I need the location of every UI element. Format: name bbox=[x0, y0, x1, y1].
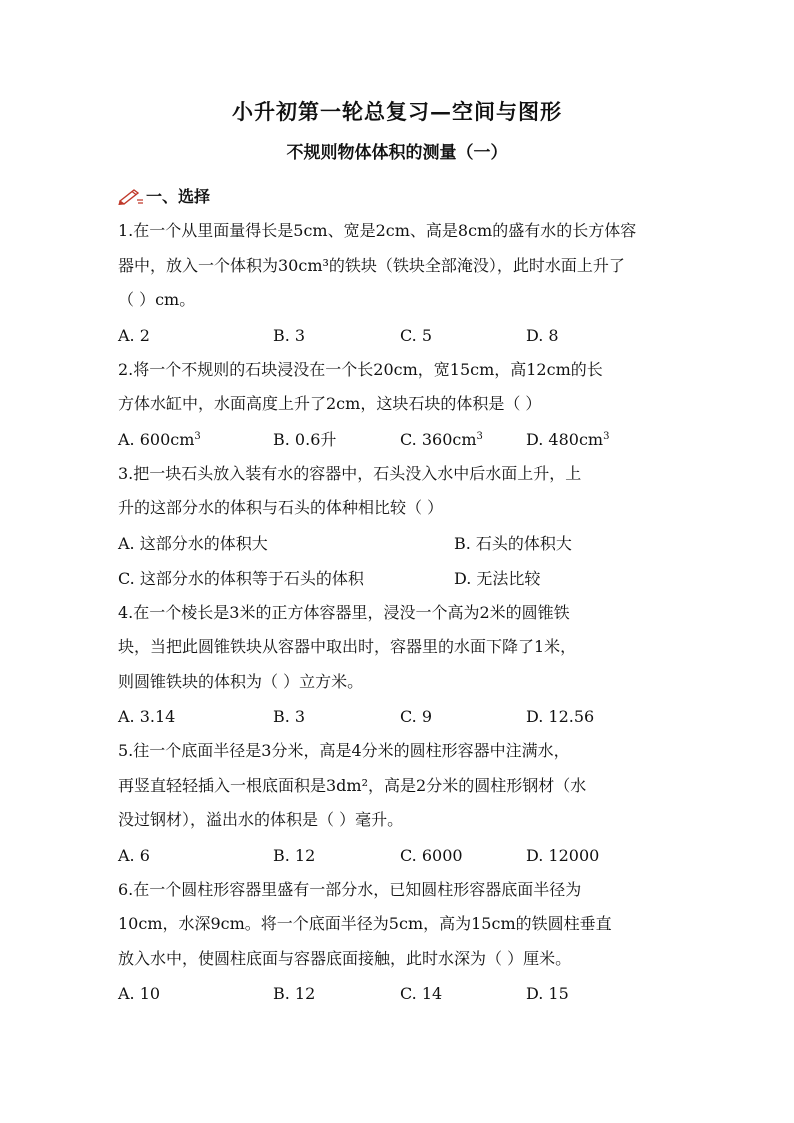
answer-option[interactable] bbox=[400, 422, 483, 457]
answer-option[interactable]: C. 5 bbox=[400, 325, 433, 345]
answer-options bbox=[118, 699, 678, 734]
answer-option[interactable]: B. 3 bbox=[273, 707, 306, 726]
answer-options bbox=[118, 526, 678, 561]
question-line: 则圆锥铁块的体积为（ ）立方米。 bbox=[118, 671, 364, 691]
answer-option[interactable]: A. 6 bbox=[118, 845, 150, 865]
section-label: 一、选择 bbox=[146, 187, 211, 206]
option-superscript: 3 bbox=[476, 430, 483, 442]
answer-option[interactable]: B. 12 bbox=[273, 845, 316, 865]
question-line: 10cm，水深9cm。将一个底面半径为5cm，高为15cm的铁圆柱垂直 bbox=[118, 914, 612, 933]
question bbox=[118, 457, 678, 596]
option-text: A. 600cm bbox=[118, 429, 195, 449]
question-line: 4.在一个棱长是3米的正方体容器里，浸没一个高为2米的圆锥铁 bbox=[118, 602, 570, 622]
answer-option[interactable]: C. 9 bbox=[400, 707, 433, 726]
question-line: 6.在一个圆柱形容器里盛有一部分水，已知圆柱形容器底面半径为 bbox=[118, 879, 582, 899]
answer-options bbox=[118, 976, 678, 1011]
answer-option[interactable]: A. 2 bbox=[118, 325, 150, 345]
answer-option[interactable]: D. 8 bbox=[526, 325, 559, 345]
question-line: 2.将一个不规则的石块浸没在一个长20cm，宽15cm，高12cm的长 bbox=[118, 359, 603, 379]
answer-option[interactable]: D. 15 bbox=[526, 984, 569, 1003]
answer-option[interactable]: A. 这部分水的体积大 bbox=[118, 533, 268, 553]
question-line: 器中，放入一个体积为30cm³的铁块（铁块全部淹没），此时水面上升了 bbox=[118, 255, 625, 275]
answer-option[interactable]: C. 14 bbox=[400, 984, 443, 1003]
answer-option[interactable]: C. 6000 bbox=[400, 845, 463, 865]
answer-option[interactable]: B. 12 bbox=[273, 984, 316, 1003]
page-subtitle: 不规则物体体积的测量（一） bbox=[286, 143, 508, 163]
question-line: 块，当把此圆锥铁块从容器中取出时，容器里的水面下降了1米， bbox=[118, 637, 577, 656]
answer-options bbox=[118, 561, 678, 596]
option-superscript: 3 bbox=[603, 430, 610, 442]
answer-option[interactable] bbox=[273, 422, 336, 457]
question-line: 1.在一个从里面量得长是5cm、宽是2cm、高是8cm的盛有水的长方体容 bbox=[118, 221, 637, 240]
question bbox=[118, 734, 678, 873]
question-line: 再竖直轻轻插入一根底面积是3dm²，高是2分米的圆柱形钢材（水 bbox=[118, 775, 587, 795]
question-line: （ ）cm。 bbox=[118, 290, 196, 309]
question-line: 方体水缸中，水面高度上升了2cm，这块石块的体积是（ ） bbox=[118, 394, 542, 413]
question bbox=[118, 353, 678, 457]
question-line: 升的这部分水的体积与石头的体种相比较（ ） bbox=[118, 498, 444, 517]
answer-option[interactable] bbox=[118, 422, 201, 457]
section-heading bbox=[118, 184, 210, 207]
pencil-icon bbox=[118, 187, 144, 205]
option-text: B. 0.6升 bbox=[273, 429, 337, 449]
answer-option[interactable]: B. 石头的体积大 bbox=[454, 533, 572, 553]
answer-option[interactable] bbox=[526, 422, 609, 457]
answer-option[interactable]: D. 无法比较 bbox=[454, 568, 541, 588]
answer-option[interactable]: A. 10 bbox=[118, 984, 161, 1003]
question-list bbox=[118, 214, 678, 1011]
answer-options bbox=[118, 422, 678, 457]
question-line: 没过钢材），溢出水的体积是（ ）毫升。 bbox=[118, 810, 404, 829]
answer-options bbox=[118, 318, 678, 353]
option-superscript: 3 bbox=[194, 430, 201, 442]
answer-option[interactable]: D. 12.56 bbox=[526, 707, 595, 726]
page-title: 小升初第一轮总复习—空间与图形 bbox=[232, 99, 562, 124]
question-line: 5.往一个底面半径是3分米，高是4分米的圆柱形容器中注满水， bbox=[118, 741, 570, 760]
answer-option[interactable]: A. 3.14 bbox=[118, 707, 176, 726]
question bbox=[118, 873, 678, 1012]
question-line: 3.把一块石头放入装有水的容器中，石头没入水中后水面上升，上 bbox=[118, 463, 582, 483]
answer-option[interactable]: D. 12000 bbox=[526, 845, 600, 865]
answer-option[interactable]: B. 3 bbox=[273, 325, 306, 345]
answer-option[interactable]: C. 这部分水的体积等于石头的体积 bbox=[118, 568, 364, 588]
option-text: D. 480cm bbox=[526, 429, 604, 449]
question bbox=[118, 214, 678, 353]
question-line: 放入水中，使圆柱底面与容器底面接触，此时水深为（ ）厘米。 bbox=[118, 948, 572, 968]
question bbox=[118, 596, 678, 735]
answer-options bbox=[118, 838, 678, 873]
option-text: C. 360cm bbox=[400, 429, 477, 449]
